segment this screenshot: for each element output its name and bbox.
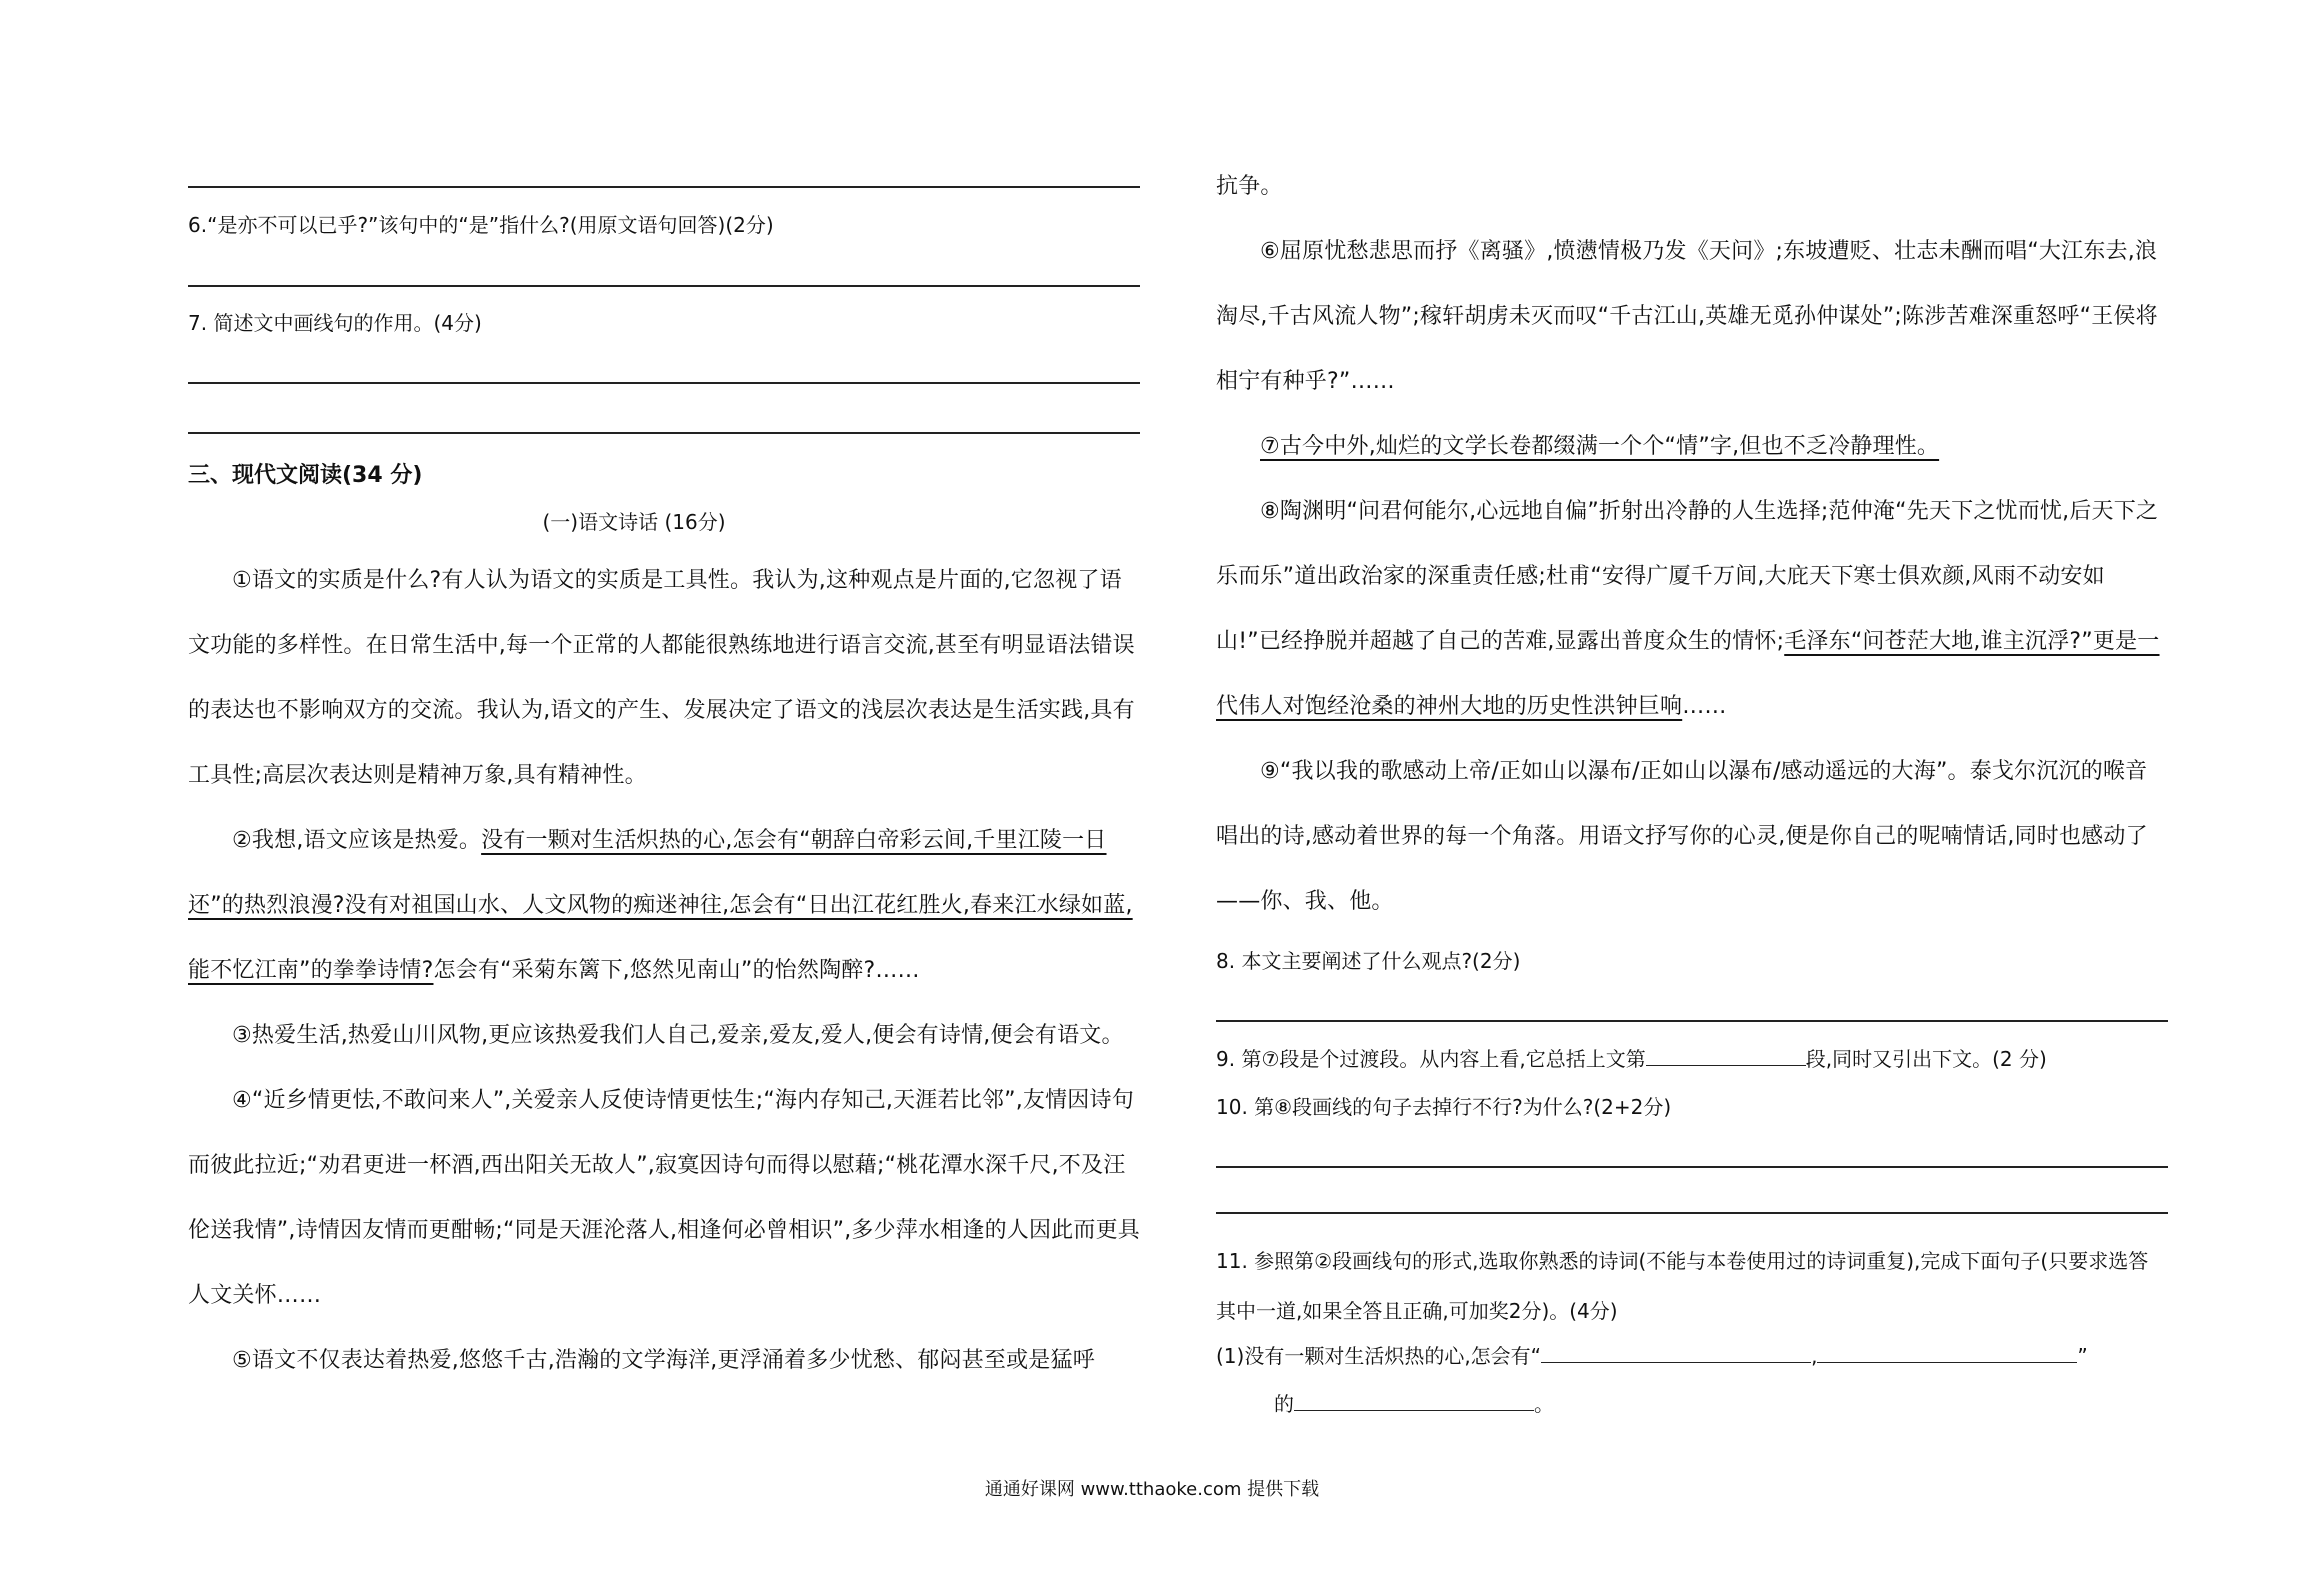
question-8: 8. 本文主要阐述了什么观点?(2分) bbox=[1216, 949, 1521, 973]
underlined-sentence: 没有一颗对生活炽热的心,怎会有“朝辞白帝彩云间,千里江陵一日还”的热烈浪漫?没有对祖国山水、人文风物的痴迷神往,怎会有“日出江花红胜火,春来江水绿如蓝,能不忆江南”的拳拳诗情? bbox=[188, 828, 1133, 983]
underlined-sentence: ⑦古今中外,灿烂的文学长卷都缀满一个个“情”字,但也不乏冷静理性。 bbox=[1260, 434, 1940, 459]
comma: , bbox=[1811, 1344, 1818, 1368]
fill-blank[interactable] bbox=[1294, 1388, 1534, 1411]
item-1-text: (1)没有一颗对生活炽热的心,怎会有“ bbox=[1216, 1344, 1542, 1368]
paragraph-4: ④“近乡情更怯,不敢问来人”,关爱亲人反使诗情更怯生;“海内存知己,天涯若比邻”,友情因诗句而彼此拉近;“劝君更进一杯酒,西出阳关无故人”,寂寞因诗句而得以慰藉;“桃花潭水深千尺,不及汪伦送我情”,诗情因友情而更酣畅;“同是天涯沦落人,相逢何必曾相识”,多少萍水相逢的人因此而更具人文关怀…… bbox=[188, 1088, 1140, 1308]
paragraph-3: ③热爱生活,热爱山川风物,更应该热爱我们人自己,爱亲,爱友,爱人,便会有诗情,便会有语文。 bbox=[232, 1023, 1124, 1048]
passage-left bbox=[188, 548, 1140, 1393]
paragraph-8-end: …… bbox=[1682, 694, 1727, 719]
passage-subtitle: (一)语文诗话 (16分) bbox=[542, 510, 726, 534]
page-footer: 通通好课网 www.tthaoke.com 提供下载 bbox=[984, 1479, 1320, 1500]
question-9 bbox=[1216, 1043, 2168, 1074]
question-11: 11. 参照第②段画线句的形式,选取你熟悉的诗词(不能与本卷使用过的诗词重复),完成下面句子(只要求选答其中一道,如果全答且正确,可加奖2分)。(4分) bbox=[1216, 1249, 2149, 1323]
question-11-item-1-line-2 bbox=[1274, 1388, 2168, 1419]
question-7: 7. 简述文中画线句的作用。(4分) bbox=[188, 311, 482, 335]
paragraph-2-start: ②我想,语文应该是热爱。 bbox=[232, 828, 482, 853]
paragraph-6: ⑥屈原忧愁悲思而抒《离骚》,愤懑情极乃发《天问》;东坡遭贬、壮志未酬而唱“大江东去,浪淘尽,千古风流人物”;稼轩胡虏未灭而叹“千古江山,英雄无觅孙仲谋处”;陈涉苦难深重怒呼“王侯将相宁有种乎?”…… bbox=[1216, 239, 2158, 394]
paragraph-2-end: 怎会有“采菊东篱下,悠然见南山”的怡然陶醉?…… bbox=[433, 958, 920, 983]
close-quote: ” bbox=[2077, 1344, 2088, 1368]
question-9-text: 9. 第⑦段是个过渡段。从内容上看,它总括上文第 bbox=[1216, 1047, 1646, 1071]
question-6: 6.“是亦不可以已乎?”该句中的“是”指什么?(用原文语句回答)(2分) bbox=[188, 213, 774, 237]
paragraph-9: ⑨“我以我的歌感动上帝/正如山以瀑布/正如山以瀑布/感动遥远的大海”。泰戈尔沉沉的喉音唱出的诗,感动着世界的每一个角落。用语文抒写你的心灵,便是你自己的呢喃情话,同时也感动了——你、我、他。 bbox=[1216, 759, 2148, 914]
paragraph-8 bbox=[1216, 479, 2168, 739]
answer-line bbox=[1216, 1166, 2168, 1168]
answer-line bbox=[188, 432, 1140, 434]
paragraph-7 bbox=[1216, 414, 2168, 479]
underlined-sentence: 毛泽东“问苍茫大地,谁主沉浮?”更是一代伟人对饱经沧桑的神州大地的历史性洪钟巨响 bbox=[1216, 629, 2160, 719]
fill-blank[interactable] bbox=[1817, 1340, 2077, 1363]
question-9-text-end: 段,同时又引出下文。(2 分) bbox=[1805, 1047, 2047, 1071]
paragraph-1: ①语文的实质是什么?有人认为语文的实质是工具性。我认为,这种观点是片面的,它忽视了语文功能的多样性。在日常生活中,每一个正常的人都能很熟练地进行语言交流,甚至有明显语法错误的表达也不影响双方的交流。我认为,语文的产生、发展决定了语文的浅层次表达是生活实践,具有工具性;高层次表达则是精神万象,具有精神性。 bbox=[188, 568, 1135, 788]
section-heading: 三、现代文阅读(34 分) bbox=[188, 463, 423, 488]
answer-line bbox=[188, 186, 1140, 188]
paragraph-2 bbox=[188, 808, 1140, 1003]
answer-line bbox=[188, 285, 1140, 287]
answer-line bbox=[1216, 1020, 2168, 1022]
fill-blank[interactable] bbox=[1646, 1043, 1806, 1066]
question-11-item-1 bbox=[1216, 1340, 2168, 1371]
question-10: 10. 第⑧段画线的句子去掉行不行?为什么?(2+2分) bbox=[1216, 1095, 1672, 1119]
item-1-text-2: 的 bbox=[1274, 1392, 1294, 1416]
paragraph-5-end: 抗争。 bbox=[1216, 174, 1283, 199]
period: 。 bbox=[1534, 1392, 1554, 1416]
answer-line bbox=[188, 382, 1140, 384]
passage-right bbox=[1216, 154, 2168, 934]
answer-line bbox=[1216, 1212, 2168, 1214]
paragraph-8-start: ⑧陶渊明“问君何能尔,心远地自偏”折射出冷静的人生选择;范仲淹“先天下之忧而忧,后天下之乐而乐”道出政治家的深重责任感;杜甫“安得广厦千万间,大庇天下寒士俱欢颜,风雨不动安如山!”已经挣脱并超越了自己的苦难,显露出普度众生的情怀; bbox=[1216, 499, 2159, 654]
paragraph-5: ⑤语文不仅表达着热爱,悠悠千古,浩瀚的文学海洋,更浮涌着多少忧愁、郁闷甚至或是猛呼 bbox=[232, 1348, 1095, 1373]
fill-blank[interactable] bbox=[1541, 1340, 1811, 1363]
